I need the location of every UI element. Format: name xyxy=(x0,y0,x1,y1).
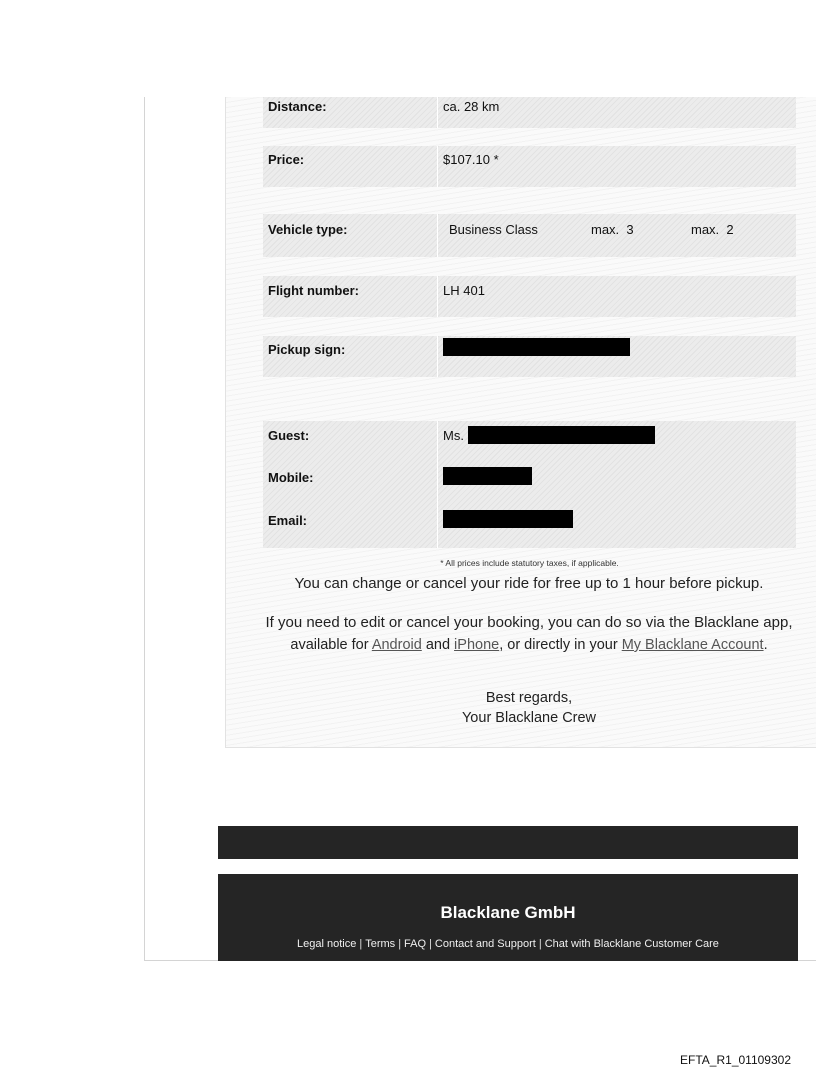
document-id: EFTA_R1_01109302 xyxy=(680,1053,791,1067)
crew-text: Your Blacklane Crew xyxy=(461,710,597,726)
vehicle-type-label: Vehicle type: xyxy=(268,222,348,237)
mobile-label: Mobile: xyxy=(268,470,314,485)
guest-name-redaction xyxy=(468,426,655,444)
distance-value: ca. 28 km xyxy=(443,99,500,114)
period-text: . xyxy=(763,637,768,653)
vehicle-class-value: Business Class xyxy=(449,222,538,237)
email-label: Email: xyxy=(268,513,308,528)
terms-link[interactable]: Terms xyxy=(365,938,396,950)
pickup-sign-row xyxy=(263,336,796,377)
iphone-link[interactable]: iPhone xyxy=(454,637,500,653)
footer-links: Legal notice | Terms | FAQ | Contact and Support | Chat with Blacklane Customer Care xyxy=(297,938,719,950)
email-redaction xyxy=(443,510,573,528)
guest-block xyxy=(263,421,796,548)
company-name: Blacklane GmbH xyxy=(440,903,576,922)
guest-label: Guest: xyxy=(268,428,310,443)
edit-line-2-prefix: available for xyxy=(290,637,372,653)
distance-row xyxy=(263,97,796,128)
chat-support-link[interactable]: Chat with Blacklane Customer Care xyxy=(544,938,719,950)
guest-prefix: Ms. xyxy=(443,428,464,443)
android-link[interactable]: Android xyxy=(371,637,422,653)
and-text: and xyxy=(421,637,455,653)
footer xyxy=(218,874,798,961)
distance-label: Distance: xyxy=(268,99,327,114)
faq-link[interactable]: FAQ xyxy=(404,938,427,950)
my-account-link[interactable]: My Blacklane Account xyxy=(621,637,764,653)
regards-text: Best regards, xyxy=(485,690,573,706)
contact-support-link[interactable]: Contact and Support xyxy=(434,938,536,950)
edit-line-1: If you need to edit or cancel your booking, you can do so via the Blacklane app, xyxy=(265,614,793,631)
price-label: Price: xyxy=(268,152,305,167)
edit-line-2-mid: , or directly in your xyxy=(499,637,622,653)
tax-note: * All prices include statutory taxes, if applicable. xyxy=(440,558,619,568)
flight-number-value: LH 401 xyxy=(443,283,485,298)
pickup-sign-label: Pickup sign: xyxy=(268,342,346,357)
edit-line-2 xyxy=(226,634,816,656)
flight-number-label: Flight number: xyxy=(268,283,359,298)
luggage-value: max. 2 xyxy=(691,222,734,237)
edit-instructions xyxy=(226,612,816,656)
pickup-sign-redaction xyxy=(443,338,630,356)
price-row xyxy=(263,146,796,187)
passengers-value: max. 3 xyxy=(591,222,634,237)
price-value: $107.10 * xyxy=(443,152,499,167)
vehicle-type-row xyxy=(263,214,796,257)
footer-top-bar xyxy=(218,826,798,859)
flight-number-row xyxy=(263,276,796,317)
closing xyxy=(226,688,816,728)
legal-notice-link[interactable]: Legal notice xyxy=(297,938,357,950)
mobile-redaction xyxy=(443,467,532,485)
change-policy-text: You can change or cancel your ride for free up to 1 hour before pickup. xyxy=(294,575,764,592)
